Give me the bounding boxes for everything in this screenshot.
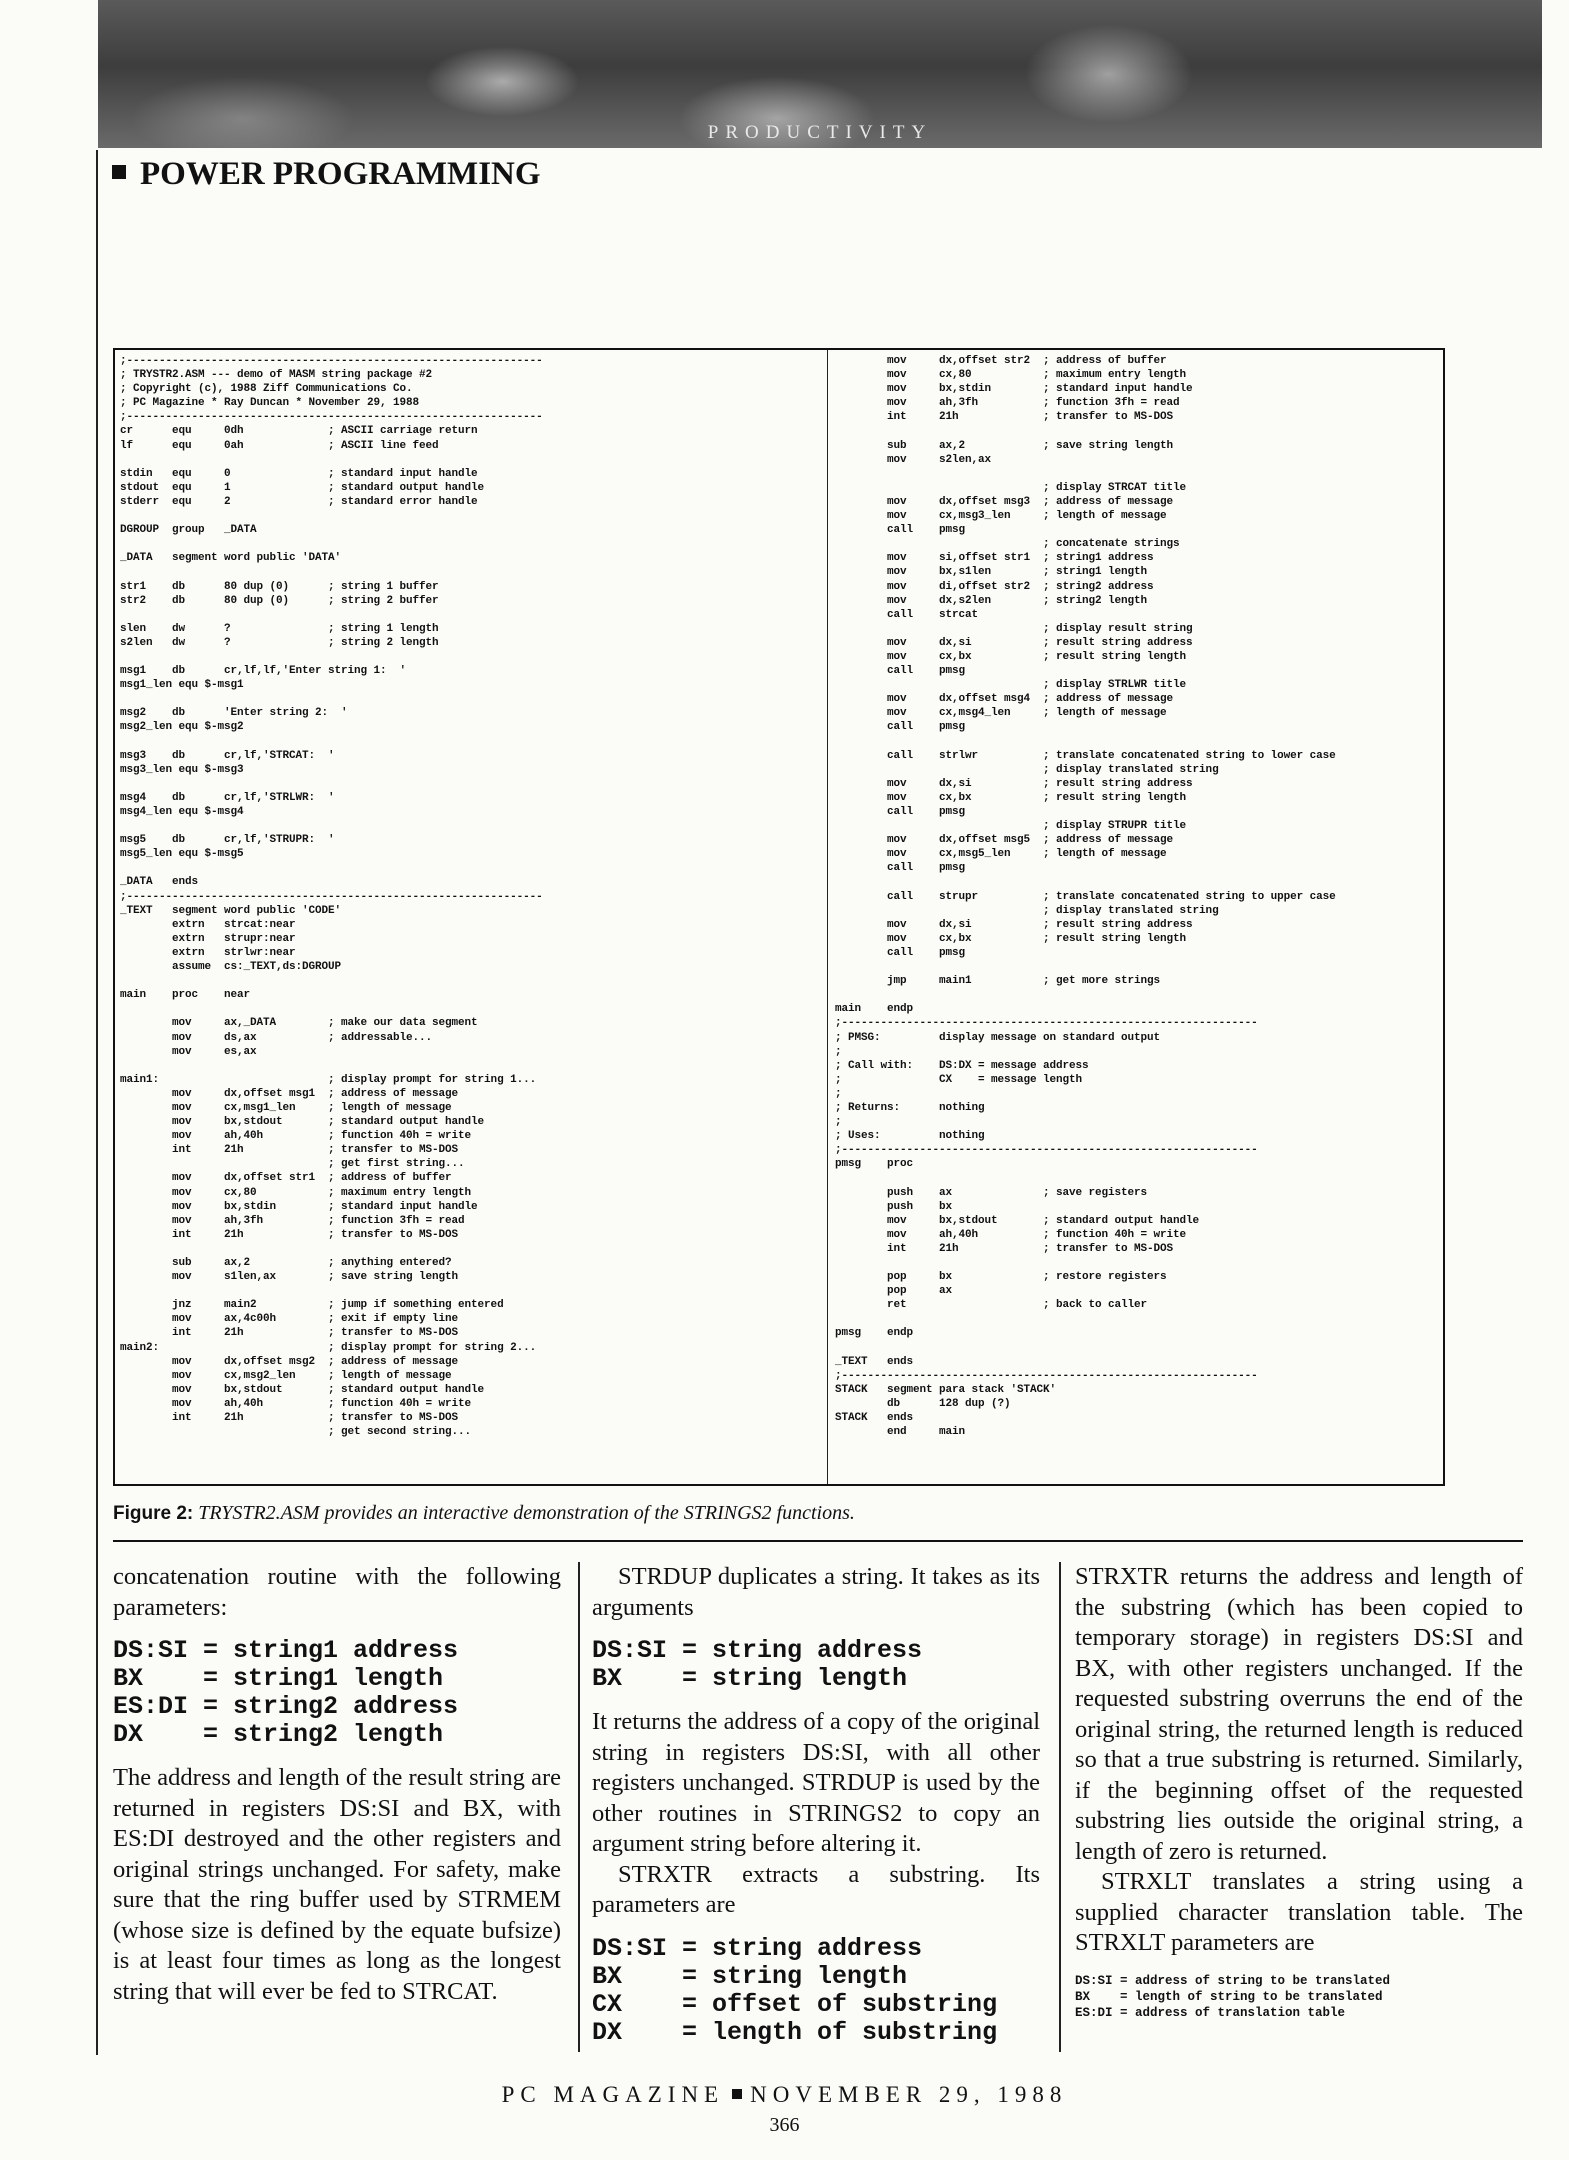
paragraph: concatenation routine with the following parameters: [113, 1563, 561, 1621]
section-title [112, 156, 541, 193]
left-margin-rule [96, 150, 98, 2055]
register-list: DS:SI = string address BX = string length CX = offset of substring DX = length of substring [592, 1933, 998, 2047]
paragraph: STRXTR extracts a substring. Its parameters are [592, 1860, 1040, 1918]
register-list: DS:SI = address of string to be translated BX = length of string to be translated ES:DI = address of translation table [1075, 1973, 1391, 2020]
magazine-name: PC MAGAZINE [501, 2082, 725, 2107]
paragraph: STRXLT translates a string using a supplied character translation table. The STRXLT parameters are [1075, 1868, 1523, 1956]
paragraph: STRXTR returns the address and length of the substring (which has been copied to temporary storage) in registers DS:SI and BX, with other registers unchanged. If the requested substring overruns the end of the original string, the returned length is reduced so that a true substring is returned. Similarly, if the beginning offset of the requested substring lies outside the original string, a length of zero is returned. [1075, 1563, 1523, 1865]
article-column-3 [1075, 1562, 1523, 2021]
article-column-1 [113, 1562, 561, 2007]
caption-rule [113, 1540, 1523, 1542]
figure-column-divider [827, 350, 828, 1484]
section-title-text: POWER PROGRAMMING [140, 156, 541, 192]
caption-label: Figure 2: [113, 1503, 194, 1524]
register-list: DS:SI = string address BX = string length [592, 1636, 923, 1693]
code-listing-left: ;---------------------------------------------------------------- ; TRYSTR2.ASM --- demo of MASM string package #2 ; Copyright (c), 1988 Ziff Communications Co. ; PC Magazine * Ray Duncan * November 29, 1988 ;---------------------------------------------------------------- cr equ 0dh ; ASCII carriage return lf equ 0ah ; ASCII line feed stdin equ 0 ; standard input handle stdout equ 1 ; standard output handle stderr equ 2 ; standard error handle DGROUP group _DATA _DATA segment word public 'DATA' str1 db 80 dup (0) ; string 1 buffer str2 db 80 dup (0) ; string 2 buffer slen dw ? ; string 1 length s2len dw ? ; string 2 length msg1 db cr,lf,lf,'Enter string 1: ' msg1_len equ $-msg1 msg2 db 'Enter string 2: ' msg2_len equ $-msg2 msg3 db cr,lf,'STRCAT: ' msg3_len equ $-msg3 msg4 db cr,lf,'STRLWR: ' msg4_len equ $-msg4 msg5 db cr,lf,'STRUPR: ' msg5_len equ $-msg5 _DATA ends ;---------------------------------------------------------------- _TEXT segment word public 'CODE' extrn strcat:near extrn strupr:near extrn strlwr:near assume cs:_TEXT,ds:DGROUP main proc near mov ax,_DATA ; make our data segment mov ds,ax ; addressable... mov es,ax main1: ; display prompt for string 1... mov dx,offset msg1 ; address of message mov cx,msg1_len ; length of message mov bx,stdout ; standard output handle mov ah,40h ; function 40h = write int 21h ; transfer to MS-DOS ; get first string... mov dx,offset str1 ; address of buffer mov cx,80 ; maximum entry length mov bx,stdin ; standard input handle mov ah,3fh ; function 3fh = read int 21h ; transfer to MS-DOS sub ax,2 ; anything entered? mov s1len,ax ; save string length jnz main2 ; jump if something entered mov ax,4c00h ; exit if empty line int 21h ; transfer to MS-DOS main2: ; display prompt for string 2... mov dx,offset msg2 ; address of message mov cx,msg2_len ; length of message mov bx,stdout ; standard output handle mov ah,40h ; function 40h = write int 21h ; transfer to MS-DOS ; get second string... [120, 355, 543, 1439]
column-rule [578, 1562, 580, 2052]
paragraph: The address and length of the result string are returned in registers DS:SI and BX, with ES:DI destroyed and the other registers and original strings unchanged. For safety, make sure that the ring buffer used by STRMEM (whose size is defined by the equate bufsize) is at least four times as long as the longest string that will ever be fed to STRCAT. [113, 1764, 561, 2005]
register-list: DS:SI = string1 address BX = string1 length ES:DI = string2 address DX = string2 length [113, 1636, 459, 1749]
bullet-square-icon [112, 165, 126, 179]
column-rule [1059, 1562, 1061, 2052]
article-column-2 [592, 1562, 1040, 2061]
paragraph: It returns the address of a copy of the original string in registers DS:SI, with all other registers unchanged. STRDUP is used by the other routines in STRINGS2 to copy an argument string before altering it. [592, 1708, 1040, 1857]
section-banner [98, 0, 1542, 148]
figure-caption [113, 1502, 1513, 1525]
code-listing-right: mov dx,offset str2 ; address of buffer mov cx,80 ; maximum entry length mov bx,stdin ; standard input handle mov ah,3fh ; function 3fh = read int 21h ; transfer to MS-DOS sub ax,2 ; save string length mov s2len,ax ; display STRCAT title mov dx,offset msg3 ; address of message mov cx,msg3_len ; length of message call pmsg ; concatenate strings mov si,offset str1 ; string1 address mov bx,s1len ; string1 length mov di,offset str2 ; string2 address mov dx,s2len ; string2 length call strcat ; display result string mov dx,si ; result string address mov cx,bx ; result string length call pmsg ; display STRLWR title mov dx,offset msg4 ; address of message mov cx,msg4_len ; length of message call pmsg call strlwr ; translate concatenated string to lower case ; display translated string mov dx,si ; result string address mov cx,bx ; result string length call pmsg ; display STRUPR title mov dx,offset msg5 ; address of message mov cx,msg5_len ; length of message call pmsg call strupr ; translate concatenated string to upper case ; display translated string mov dx,si ; result string address mov cx,bx ; result string length call pmsg jmp main1 ; get more strings main endp ;---------------------------------------------------------------- ; PMSG: display message on standard output ; ; Call with: DS:DX = message address ; CX = message length ; ; Returns: nothing ; ; Uses: nothing ;---------------------------------------------------------------- pmsg proc push ax ; save registers push bx mov bx,stdout ; standard output handle mov ah,40h ; function 40h = write int 21h ; transfer to MS-DOS pop bx ; restore registers pop ax ret ; back to caller pmsg endp _TEXT ends ;---------------------------------------------------------------- STACK segment para stack 'STACK' db 128 dup (?) STACK ends end main [835, 355, 1336, 1439]
figure-code-listing [113, 348, 1445, 1486]
issue-date: NOVEMBER 29, 1988 [750, 2082, 1068, 2107]
page-footer [0, 2082, 1569, 2108]
bullet-square-icon [732, 2089, 742, 2099]
page-number: 366 [769, 2114, 800, 2136]
caption-text: TRYSTR2.ASM provides an interactive demonstration of the STRINGS2 functions. [198, 1502, 855, 1524]
banner-label: PRODUCTIVITY [707, 122, 933, 143]
paragraph: STRDUP duplicates a string. It takes as its arguments [592, 1563, 1040, 1621]
